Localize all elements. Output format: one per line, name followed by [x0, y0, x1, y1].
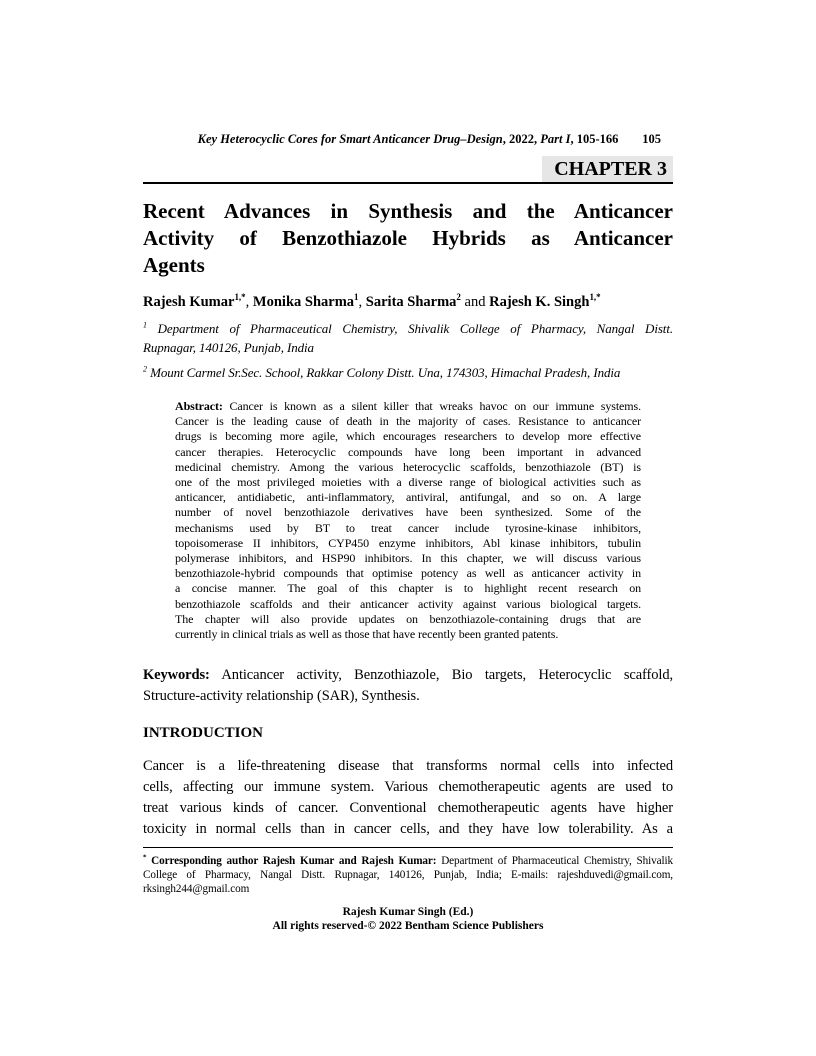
- footnote-line: rksingh244@gmail.com: [143, 883, 250, 896]
- abstract-line: cancer therapies. Heterocyclic compounds have long been important in advanced: [175, 444, 641, 459]
- abstract-line: drugs is becoming more agile, which encourages researchers to develop more effective: [175, 429, 641, 444]
- author-name: Sarita Sharma: [365, 294, 457, 310]
- author-name: Rajesh Kumar: [143, 294, 235, 310]
- affiliation-line: $^1$ Department of Pharmaceutical Chemistry, Shivalik College of Pharmacy, Nangal Distt.: [143, 320, 673, 336]
- abstract-line: medicinal chemistry. Among the various heterocyclic scaffolds, benzothiazole (BT) is: [175, 459, 641, 474]
- abstract-line: topoisomerase II inhibitors, CYP450 enzyme inhibitors, Abl kinase inhibitors, tubulin: [175, 535, 641, 550]
- paragraph-line: toxicity in normal cells than in cancer cells, and they have low tolerability. As a: [143, 821, 673, 838]
- abstract-label: Abstract:: [175, 399, 223, 413]
- abstract-line: anticancer, antidiabetic, anti-inflammatory, antiviral, antifungal, and so on. A large: [175, 490, 641, 505]
- chapter-badge: CHAPTER 3: [542, 156, 673, 182]
- affiliation: [143, 363, 673, 382]
- keywords-line: Structure-activity relationship (SAR), Synthesis.: [143, 688, 420, 705]
- affiliation-marker: 1: [143, 320, 147, 330]
- chapter-row: [143, 156, 673, 182]
- keywords-label: Keywords:: [143, 667, 210, 684]
- abstract-line: benzothiazole-hybrid compounds that optimise potency as well as anticancer activity in: [175, 566, 641, 581]
- author-separator: and: [460, 294, 490, 310]
- footnote-line: * Corresponding author Rajesh Kumar and Rajesh Kumar: Department of Pharmaceutical Chemistry, Shivalik: [143, 853, 673, 868]
- author-affiliation-marker: 1,*: [234, 292, 246, 303]
- abstract-line: mechanisms used by BT to treat cancer include tyrosine-kinase inhibitors,: [175, 520, 641, 535]
- intro-paragraph: [143, 756, 673, 840]
- abstract-line: The chapter will also provide updates on benzothiazole-containing drugs that are: [175, 611, 641, 626]
- running-head-book-title: Key Heterocyclic Cores for Smart Anticancer Drug–Design: [197, 132, 503, 146]
- author-name: Rajesh K. Singh: [489, 294, 590, 310]
- affiliation-line: Rupnagar, 140126, Punjab, India: [143, 340, 314, 355]
- abstract-line: number of novel benzothiazole derivatives have been synthesized. Some of the: [175, 505, 641, 520]
- keywords: [143, 665, 673, 707]
- running-head-pagerange: , 105-166: [570, 132, 619, 146]
- author-separator: ,: [245, 294, 253, 310]
- section-heading-introduction: INTRODUCTION: [143, 725, 264, 742]
- footnote-rule: [143, 847, 673, 848]
- affiliation-marker: 2: [143, 364, 147, 374]
- abstract-line: a concise manner. The goal of this chapter is to highlight recent research on: [175, 581, 641, 596]
- title-line: Recent Advances in Synthesis and the Anticancer: [143, 199, 673, 223]
- abstract-line: benzothiazole scaffolds and their anticancer activity against various biological targets.: [175, 596, 641, 611]
- abstract-line: currently in clinical trials as well as those that have recently been granted patents.: [175, 627, 559, 642]
- author-affiliation-marker: 2: [456, 292, 461, 303]
- footnote-marker: *: [143, 853, 147, 862]
- chapter-title: [143, 198, 673, 279]
- affiliation: [143, 319, 673, 357]
- keywords-line: Keywords: Anticancer activity, Benzothiazole, Bio targets, Heterocyclic scaffold,: [143, 667, 673, 684]
- page-number: 105: [642, 132, 661, 146]
- author-separator: ,: [358, 294, 366, 310]
- running-head-year: , 2022,: [502, 132, 541, 146]
- abstract-line: Cancer is the leading cause of death in the majority of cases. Resistance to anticancer: [175, 414, 641, 429]
- footnote-line: College of Pharmacy, Nangal Distt. Rupnagar, 140126, Punjab, India; E-mails: rajeshduvedi@gmail.com,: [143, 869, 673, 882]
- paragraph-line: cells, affecting our immune system. Various chemotherapeutic agents are used to: [143, 779, 673, 796]
- author-affiliation-marker: 1,*: [589, 292, 601, 303]
- header-rule: [143, 182, 673, 184]
- running-head: [143, 131, 673, 147]
- footnote-bold-label: Corresponding author Rajesh Kumar and Rajesh Kumar:: [151, 855, 437, 868]
- paragraph-line: Cancer is a life-threatening disease that transforms normal cells into infected: [143, 758, 673, 775]
- author-name: Monika Sharma: [252, 294, 355, 310]
- running-head-part: Part I: [540, 132, 571, 146]
- publisher-block: [143, 905, 673, 933]
- editor-line: Rajesh Kumar Singh (Ed.): [342, 906, 474, 919]
- copyright-line: All rights reserved-© 2022 Bentham Science Publishers: [272, 920, 544, 933]
- title-line: Agents: [143, 253, 205, 277]
- abstract: [175, 399, 641, 642]
- authors-line: [143, 293, 673, 312]
- author-affiliation-marker: 1: [354, 292, 359, 303]
- paragraph-line: treat various kinds of cancer. Conventional chemotherapeutic agents have higher: [143, 800, 673, 817]
- title-line: Activity of Benzothiazole Hybrids as Anticancer: [143, 226, 673, 250]
- abstract-line: Abstract: Cancer is known as a silent killer that wreaks havoc on our immune systems.: [175, 399, 641, 413]
- abstract-line: polymerase inhibitors, and HSP90 inhibitors. In this chapter, we will discuss various: [175, 551, 641, 566]
- affiliation-line: $^2$ Mount Carmel Sr.Sec. School, Rakkar Colony Distt. Una, 174303, Himachal Pradesh, India: [143, 364, 621, 380]
- running-head-title: [198, 132, 619, 146]
- abstract-line: one of the most privileged moieties with a diverse range of biological activities such as: [175, 475, 641, 490]
- footnote: [143, 854, 673, 896]
